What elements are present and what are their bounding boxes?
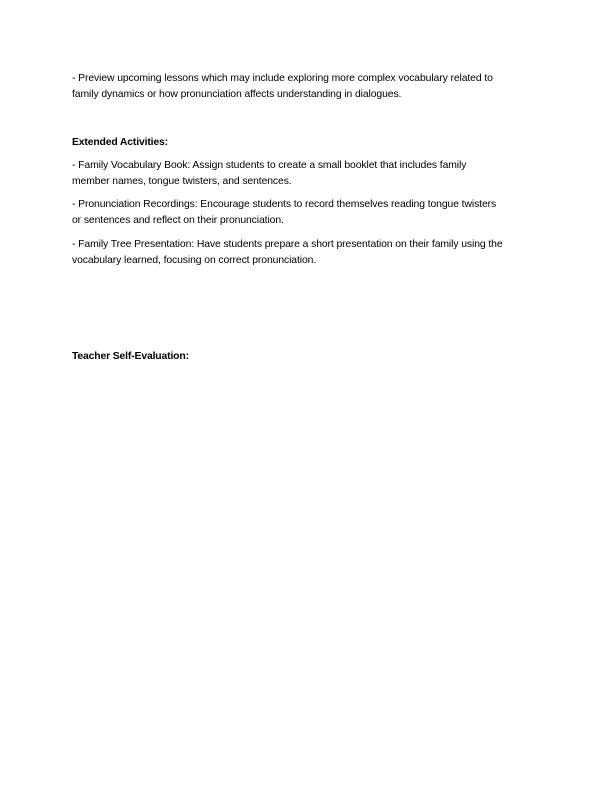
paragraph-line: vocabulary learned, focusing on correct pronunciation.: [72, 254, 317, 266]
paragraph-line: family dynamics or how pronunciation affects understanding in dialogues.: [72, 88, 402, 100]
paragraph-line: - Pronunciation Recordings: Encourage students to record themselves reading tongue twisters: [72, 199, 497, 210]
activity-item-family-tree-presentation: [72, 237, 542, 268]
preview-paragraph: [72, 71, 542, 102]
activity-item-pronunciation-recordings: [72, 197, 542, 228]
paragraph-line: member names, tongue twisters, and sentences.: [72, 175, 292, 187]
teacher-self-evaluation-heading: Teacher Self-Evaluation:: [72, 351, 189, 362]
paragraph-line: - Preview upcoming lessons which may include exploring more complex vocabulary related to: [72, 73, 493, 84]
paragraph-line: - Family Vocabulary Book: Assign students to create a small booklet that includes family: [72, 160, 467, 171]
paragraph-line: or sentences and reflect on their pronunciation.: [72, 214, 284, 226]
activity-item-family-vocabulary-book: [72, 158, 542, 189]
extended-activities-heading: Extended Activities:: [72, 137, 168, 148]
paragraph-line: - Family Tree Presentation: Have students prepare a short presentation on their family using the: [72, 239, 503, 250]
